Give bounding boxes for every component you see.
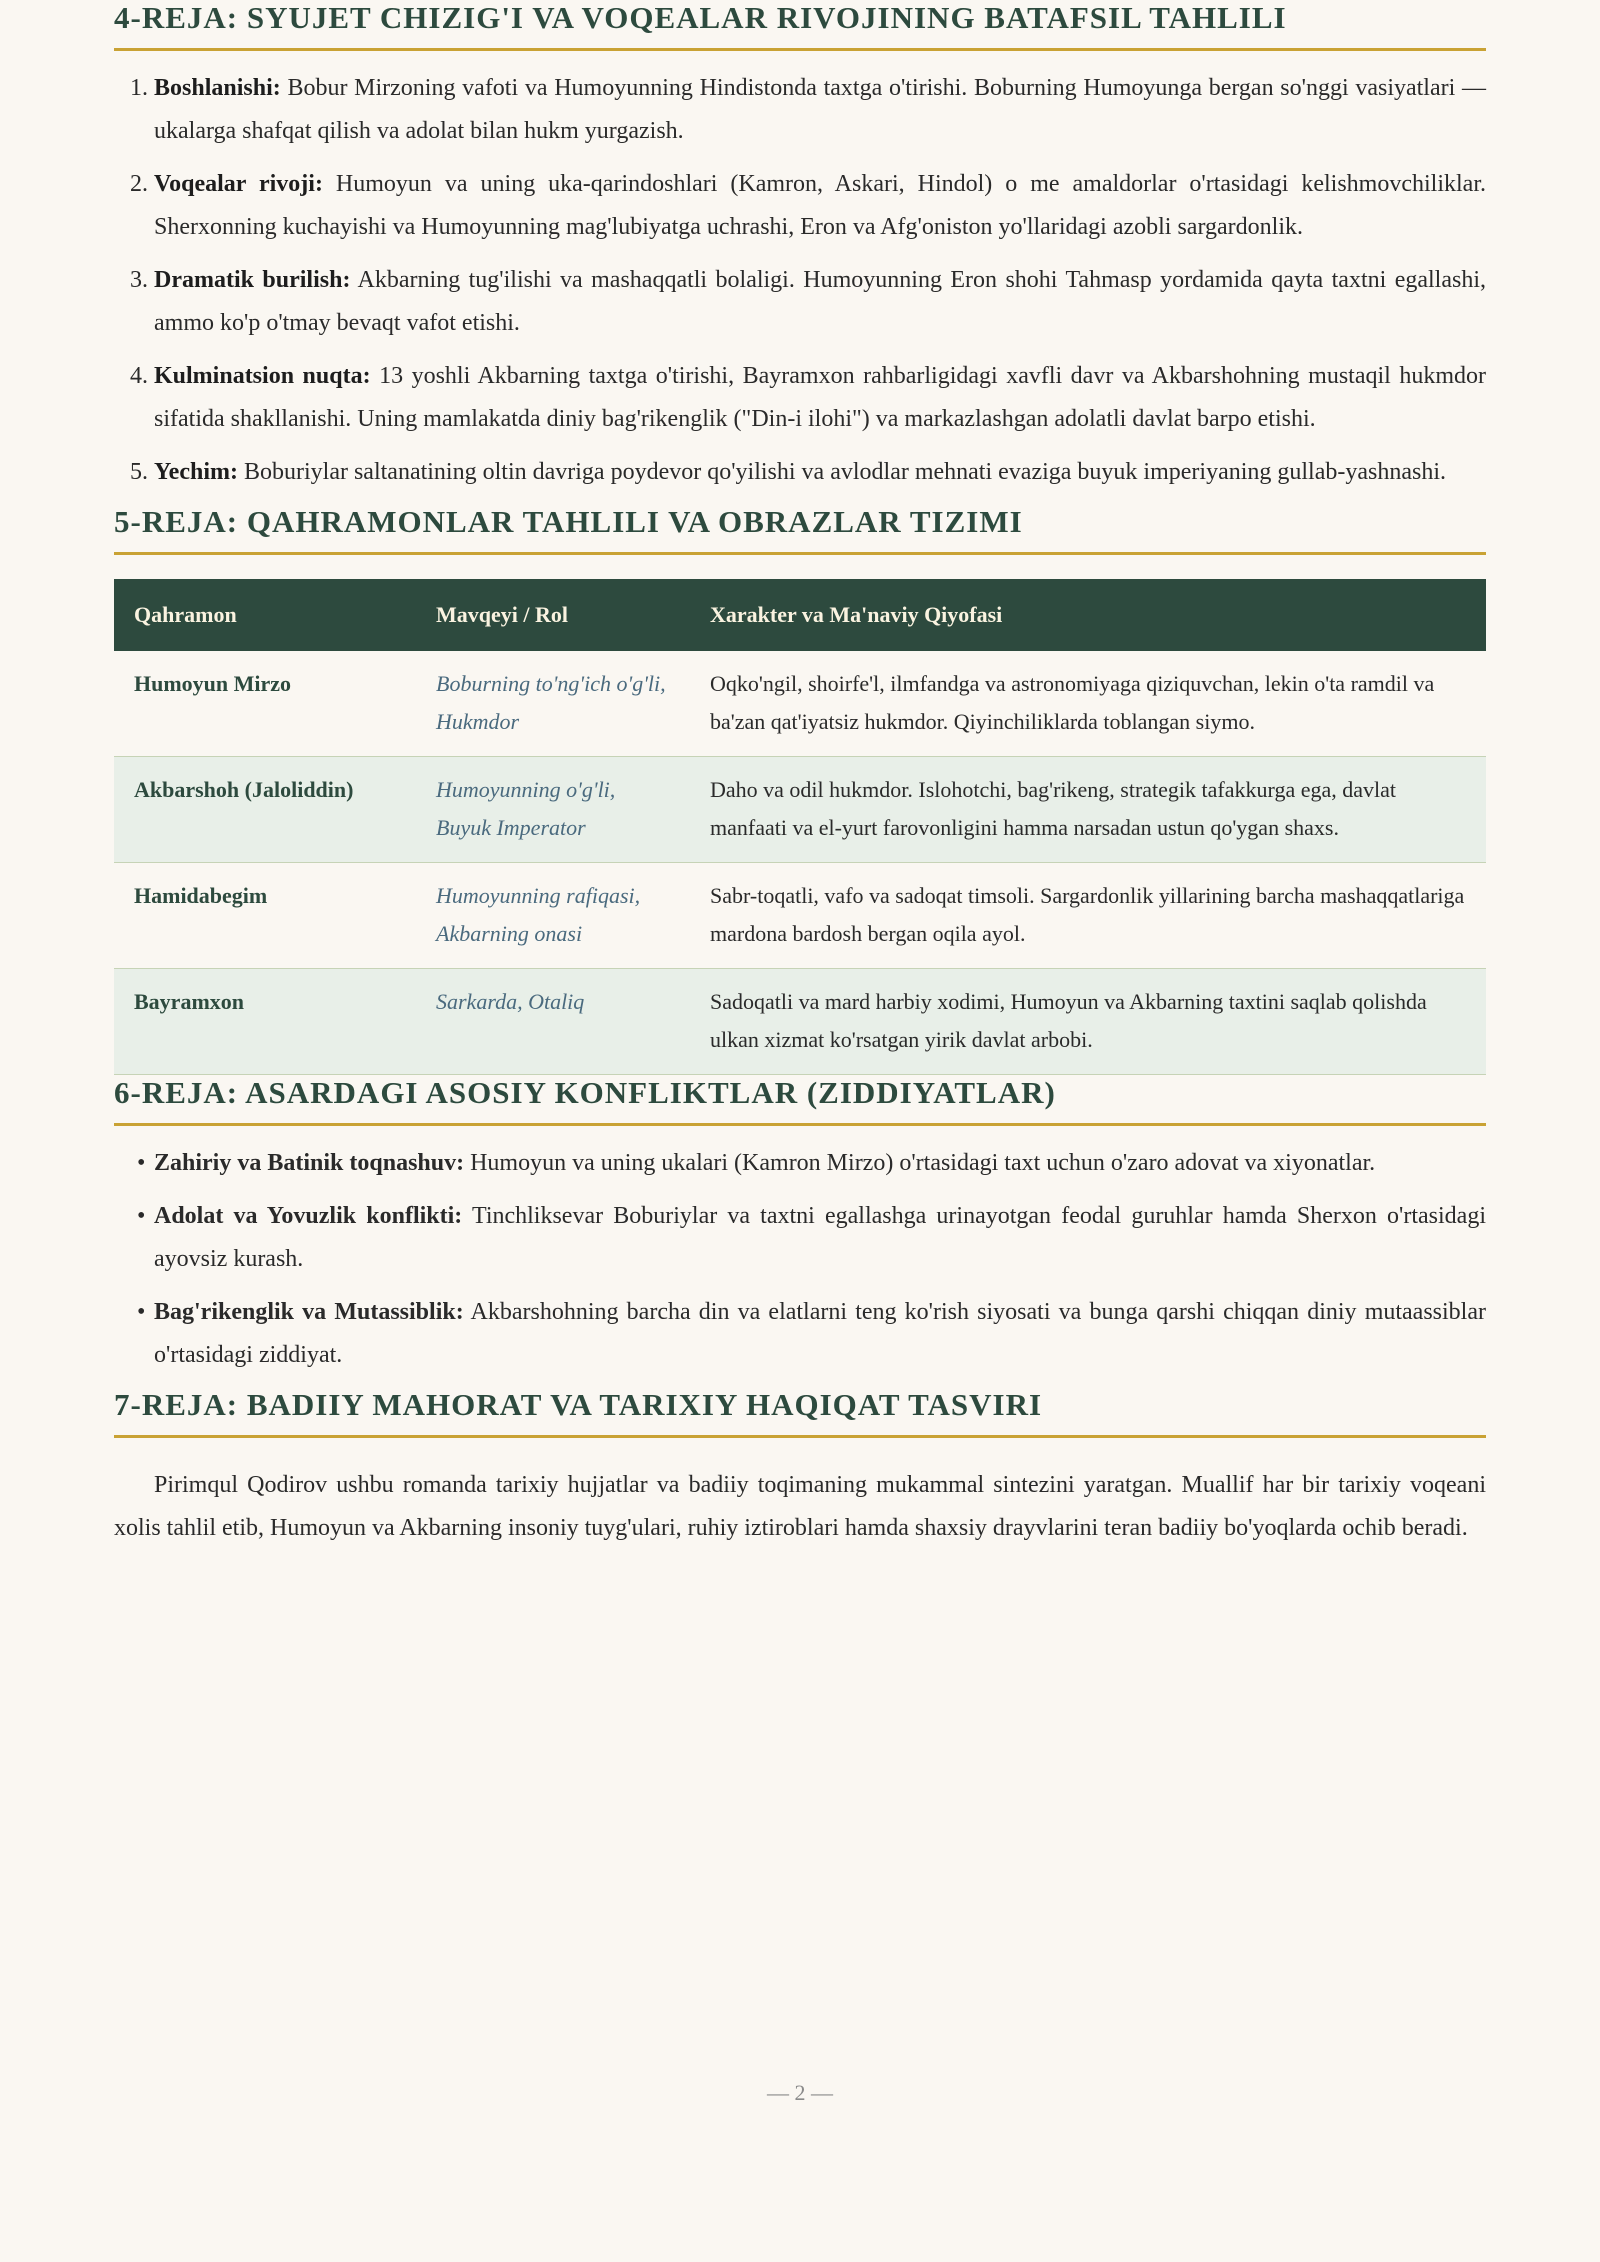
hero-name-cell: Bayramxon	[114, 969, 416, 1075]
hero-description-cell: Sabr-toqatli, vafo va sadoqat timsoli. Sargardonlik yillarining barcha mashaqqatlariga mardona bardosh bergan oqila ayol.	[690, 863, 1486, 969]
artistry-paragraph: Pirimqul Qodirov ushbu romanda tarixiy hujjatlar va badiiy toqimaning mukammal sintezini yaratgan. Muallif har bir tarixiy voqeani xolis tahlil etib, Humoyun va Akbarning insoniy tuyg'ulari, ruhiy iztiroblari hamda shaxsiy drayvlarini teran badiiy bo'yoqlarda ochib beradi.	[114, 1472, 1486, 1541]
list-item-term: Dramatik burilish:	[154, 267, 351, 293]
list-item	[154, 451, 1486, 494]
hero-role-cell: Humoyunning o'g'li, Buyuk Imperator	[416, 757, 690, 863]
list-item-text: Akbarshohning barcha din va elatlarni teng ko'rish siyosati va bunga qarshi chiqqan diniy mutaassiblar o'rtasidagi ziddiyat.	[154, 1299, 1486, 1368]
hero-description-cell: Oqko'ngil, shoirfe'l, ilmfandga va astronomiyaga qiziquvchan, lekin o'ta ramdil va ba'zan qat'iyatsiz hukmdor. Qiyinchiliklarda toblangan siymo.	[690, 651, 1486, 757]
list-item-term: Kulminatsion nuqta:	[154, 363, 371, 389]
list-item	[137, 1291, 1486, 1377]
list-item-text: Akbarning tug'ilishi va mashaqqatli bolaligi. Humoyunning Eron shohi Tahmasp yordamida qayta taxtni egallashi, ammo ko'p o'tmay bevaqt vafot etishi.	[154, 267, 1487, 336]
column-header-character: Xarakter va Ma'naviy Qiyofasi	[690, 579, 1486, 651]
table-row	[114, 651, 1486, 757]
document-page	[114, 0, 1486, 1550]
characters-table	[114, 579, 1486, 1075]
hero-name-cell: Akbarshoh (Jaloliddin)	[114, 757, 416, 863]
hero-description-cell: Daho va odil hukmdor. Islohotchi, bag'rikeng, strategik tafakkurga ega, davlat manfaati va el-yurt farovonligini hamma narsadan ustun qo'ygan shaxs.	[690, 757, 1486, 863]
hero-role-cell: Sarkarda, Otaliq	[416, 969, 690, 1075]
list-item	[154, 67, 1486, 153]
bullet-icon: •	[137, 1203, 146, 1229]
bullet-icon: •	[137, 1150, 146, 1176]
list-item-term: Bag'rikenglik va Mutassiblik:	[154, 1299, 464, 1325]
table-row	[114, 969, 1486, 1075]
list-item-text: 13 yoshli Akbarning taxtga o'tirishi, Bayramxon rahbarligidagi xavfli davr va Akbarshohning mustaqil hukmdor sifatida shakllanishi. Uning mamlakatda diniy bag'rikenglik ("Din-i ilohi") va markazlashgan adolatli davlat barpo etishi.	[154, 363, 1486, 432]
list-item	[137, 1195, 1486, 1281]
bullet-icon: •	[137, 1299, 146, 1325]
table-row	[114, 863, 1486, 969]
list-item	[154, 355, 1486, 441]
column-header-hero: Qahramon	[114, 579, 416, 651]
hero-role-cell: Humoyunning rafiqasi, Akbarning onasi	[416, 863, 690, 969]
list-item-text: Boburiylar saltanatining oltin davriga poydevor qo'yilishi va avlodlar mehnati evaziga buyuk imperiyaning gullab-yashnashi.	[237, 459, 1447, 485]
list-item-text: Humoyun va uning ukalari (Kamron Mirzo) o'rtasidagi taxt uchun o'zaro adovat va xiyonatlar.	[464, 1150, 1376, 1176]
hero-description-cell: Sadoqatli va mard harbiy xodimi, Humoyun va Akbarning taxtini saqlab qolishda ulkan xizmat ko'rsatgan yirik davlat arbobi.	[690, 969, 1486, 1075]
section-title-characters: 5-REJA: QAHRAMONLAR TAHLILI VA OBRAZLAR TIZIMI	[114, 504, 1486, 555]
conflicts-list	[114, 1142, 1486, 1377]
section-title-artistry: 7-REJA: BADIIY MAHORAT VA TARIXIY HAQIQAT TASVIRI	[114, 1387, 1486, 1438]
list-item	[154, 163, 1486, 249]
page-number: — 2 —	[767, 2080, 833, 2105]
list-item	[154, 259, 1486, 345]
column-header-role: Mavqeyi / Rol	[416, 579, 690, 651]
section-title-conflicts: 6-REJA: ASARDAGI ASOSIY KONFLIKTLAR (ZIDDIYATLAR)	[114, 1075, 1486, 1126]
table-row	[114, 757, 1486, 863]
list-item	[137, 1142, 1486, 1185]
hero-role-cell: Boburning to'ng'ich o'g'li, Hukmdor	[416, 651, 690, 757]
plot-list	[114, 67, 1486, 494]
section-title-plot: 4-REJA: SYUJET CHIZIG'I VA VOQEALAR RIVOJINING BATAFSIL TAHLILI	[114, 0, 1486, 51]
list-item-text: Tinchliksevar Boburiylar va taxtni egallashga urinayotgan feodal guruhlar hamda Sherxon o'rtasidagi ayovsiz kurash.	[154, 1203, 1486, 1272]
list-item-term: Zahiriy va Batinik toqnashuv:	[154, 1150, 465, 1176]
list-item-text: Bobur Mirzoning vafoti va Humoyunning Hindistonda taxtga o'tirishi. Boburning Humoyunga bergan so'nggi vasiyatlari — ukalarga shafqat qilish va adolat bilan hukm yurgazish.	[154, 75, 1486, 144]
list-item-term: Adolat va Yovuzlik konflikti:	[154, 1203, 463, 1229]
hero-name-cell: Hamidabegim	[114, 863, 416, 969]
list-item-term: Yechim:	[154, 459, 238, 485]
list-item-term: Voqealar rivoji:	[154, 171, 323, 197]
hero-name-cell: Humoyun Mirzo	[114, 651, 416, 757]
list-item-term: Boshlanishi:	[154, 75, 281, 101]
list-item-text: Humoyun va uning uka-qarindoshlari (Kamron, Askari, Hindol) o me amaldorlar o'rtasidagi kelishmovchiliklar. Sherxonning kuchayishi va Humoyunning mag'lubiyatga uchrashi, Eron va Afg'oniston yo'llaridagi azobli sargardonlik.	[154, 171, 1486, 240]
table-header-row	[114, 579, 1486, 651]
